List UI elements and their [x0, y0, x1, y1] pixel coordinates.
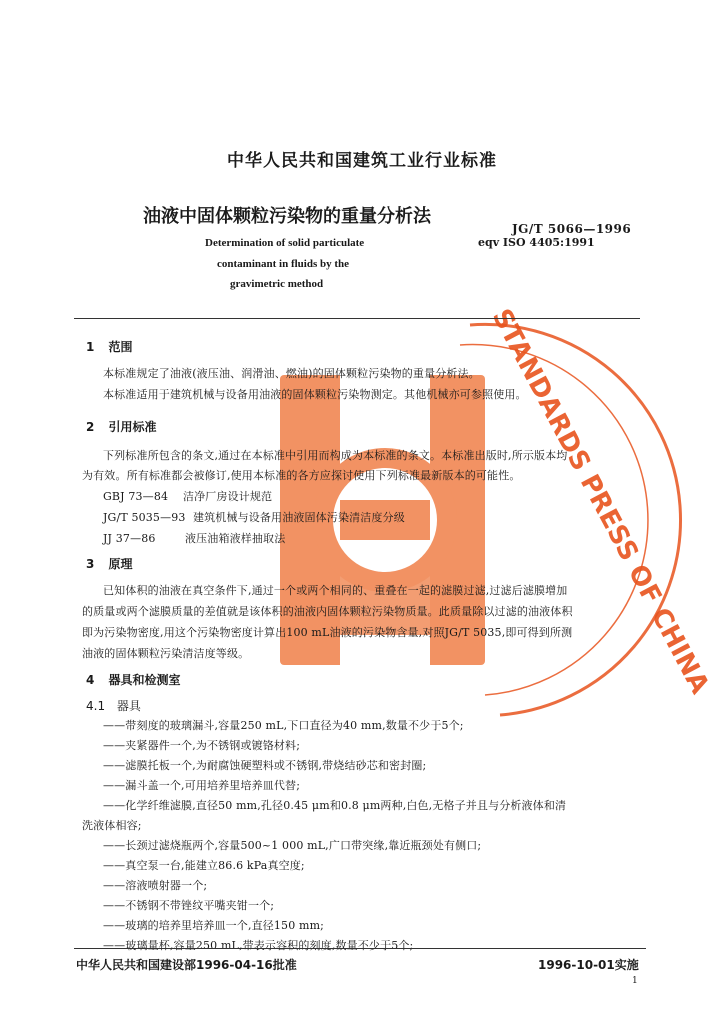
equivalent-standard: eqv ISO 4405:1991 — [478, 236, 595, 249]
reference-name: 液压油箱液样抽取法 — [185, 532, 286, 545]
section-1-heading — [86, 338, 133, 355]
paragraph-line: 即为污染物密度,用这个污染物密度计算出100 mL油液的污染物含量,对照JG/T 5035,即可得到所测 — [82, 626, 573, 639]
watermark-ring-text: STANDARDS PRESS OF CHINA — [485, 304, 715, 699]
reference-item — [103, 509, 405, 525]
reference-code: GBJ 73—84 — [103, 490, 169, 503]
page-title: 油液中固体颗粒污染物的重量分析法 — [143, 206, 431, 227]
reference-code: JJ 37—86 — [103, 532, 156, 545]
reference-item — [103, 488, 272, 504]
section-title: 引用标准 — [108, 420, 157, 434]
paragraph: 下列标准所包含的条文,通过在本标准中引用而构成为本标准的条文。本标准出版时,所示版本均 — [103, 449, 568, 462]
paragraph-line: 已知体积的油液在真空条件下,通过一个或两个相同的、重叠在一起的滤膜过滤,过滤后滤膜增加 — [103, 584, 568, 597]
equipment-item: ——溶液喷射器一个; — [103, 879, 208, 892]
implementation-date: 1996-10-01实施 — [538, 958, 639, 972]
reference-name: 建筑机械与设备用油液固体污染清洁度分级 — [193, 511, 405, 524]
watermark-ring — [470, 324, 681, 715]
subsection-4-1-heading — [86, 697, 141, 714]
section-number: 1 — [86, 340, 95, 354]
equipment-item: ——真空泵一台,能建立86.6 kPa真空度; — [103, 859, 305, 872]
approval-info: 中华人民共和国建设部1996-04-16批准 — [76, 958, 297, 972]
paragraph-line: 的质量或两个滤膜质量的差值就是该体积的油液内固体颗粒污染物质量。此质量除以过滤的油液体积 — [82, 605, 573, 618]
section-number: 2 — [86, 420, 95, 434]
equipment-item: ——夹紧器件一个,为不锈钢或镀铬材料; — [103, 739, 301, 752]
page-number: 1 — [632, 976, 638, 986]
equipment-item: ——玻璃的培养里培养皿一个,直径150 mm; — [103, 919, 325, 932]
equipment-item: ——滤膜托板一个,为耐腐蚀硬塑料或不锈钢,带烧结砂芯和密封圈; — [103, 759, 427, 772]
footer-divider — [74, 948, 646, 949]
equipment-item: ——长颈过滤烧瓶两个,容量500~1 000 mL,广口带突缘,靠近瓶颈处有侧口; — [103, 839, 482, 852]
equipment-item: ——漏斗盖一个,可用培养里培养皿代替; — [103, 779, 301, 792]
equipment-item: ——带刻度的玻璃漏斗,容量250 mL,下口直径为40 mm,数量不少于5个; — [103, 719, 464, 732]
standard-code: JG/T 5066—1996 — [512, 222, 632, 236]
paragraph-line: 油液的固体颗粒污染清洁度等级。 — [82, 647, 250, 660]
reference-code: JG/T 5035—93 — [103, 511, 186, 524]
section-number: 3 — [86, 557, 95, 571]
subsection-title: 器具 — [116, 699, 141, 713]
english-title-line-1: Determination of solid particulate — [205, 237, 365, 249]
equipment-item: ——化学纤维滤膜,直径50 mm,孔径0.45 μm和0.8 μm两种,白色,无格子并且与分析液体和清 — [103, 799, 567, 812]
english-title-line-3: gravimetric method — [230, 278, 324, 290]
paragraph: 为有效。所有标准都会被修订,使用本标准的各方应探讨使用下列标准最新版本的可能性。 — [82, 469, 521, 482]
section-number: 4 — [86, 673, 95, 687]
section-title: 原理 — [108, 557, 133, 571]
paragraph: 本标准适用于建筑机械与设备用油液的固体颗粒污染物测定。其他机械亦可参照使用。 — [103, 388, 527, 401]
standard-category: 中华人民共和国建筑工业行业标准 — [227, 151, 497, 171]
equipment-item-continued: 洗液体相容; — [82, 819, 142, 832]
section-3-heading — [86, 555, 133, 572]
section-4-heading — [86, 671, 181, 688]
reference-name: 洁净厂房设计规范 — [183, 490, 273, 503]
subsection-number: 4.1 — [86, 699, 106, 713]
paragraph: 本标准规定了油液(液压油、润滑油、燃油)的固体颗粒污染物的重量分析法。 — [103, 367, 480, 380]
equipment-item: ——玻璃量杯,容量250 mL,带表示容积的刻度,数量不少于5个; — [103, 939, 414, 952]
title-divider — [74, 318, 640, 319]
reference-item — [103, 530, 285, 546]
equipment-item: ——不锈钢不带锉纹平嘴夹钳一个; — [103, 899, 275, 912]
section-title: 器具和检测室 — [108, 673, 181, 687]
section-2-heading — [86, 418, 157, 435]
english-title-line-2: contaminant in fluids by the — [217, 258, 350, 270]
section-title: 范围 — [108, 340, 133, 354]
